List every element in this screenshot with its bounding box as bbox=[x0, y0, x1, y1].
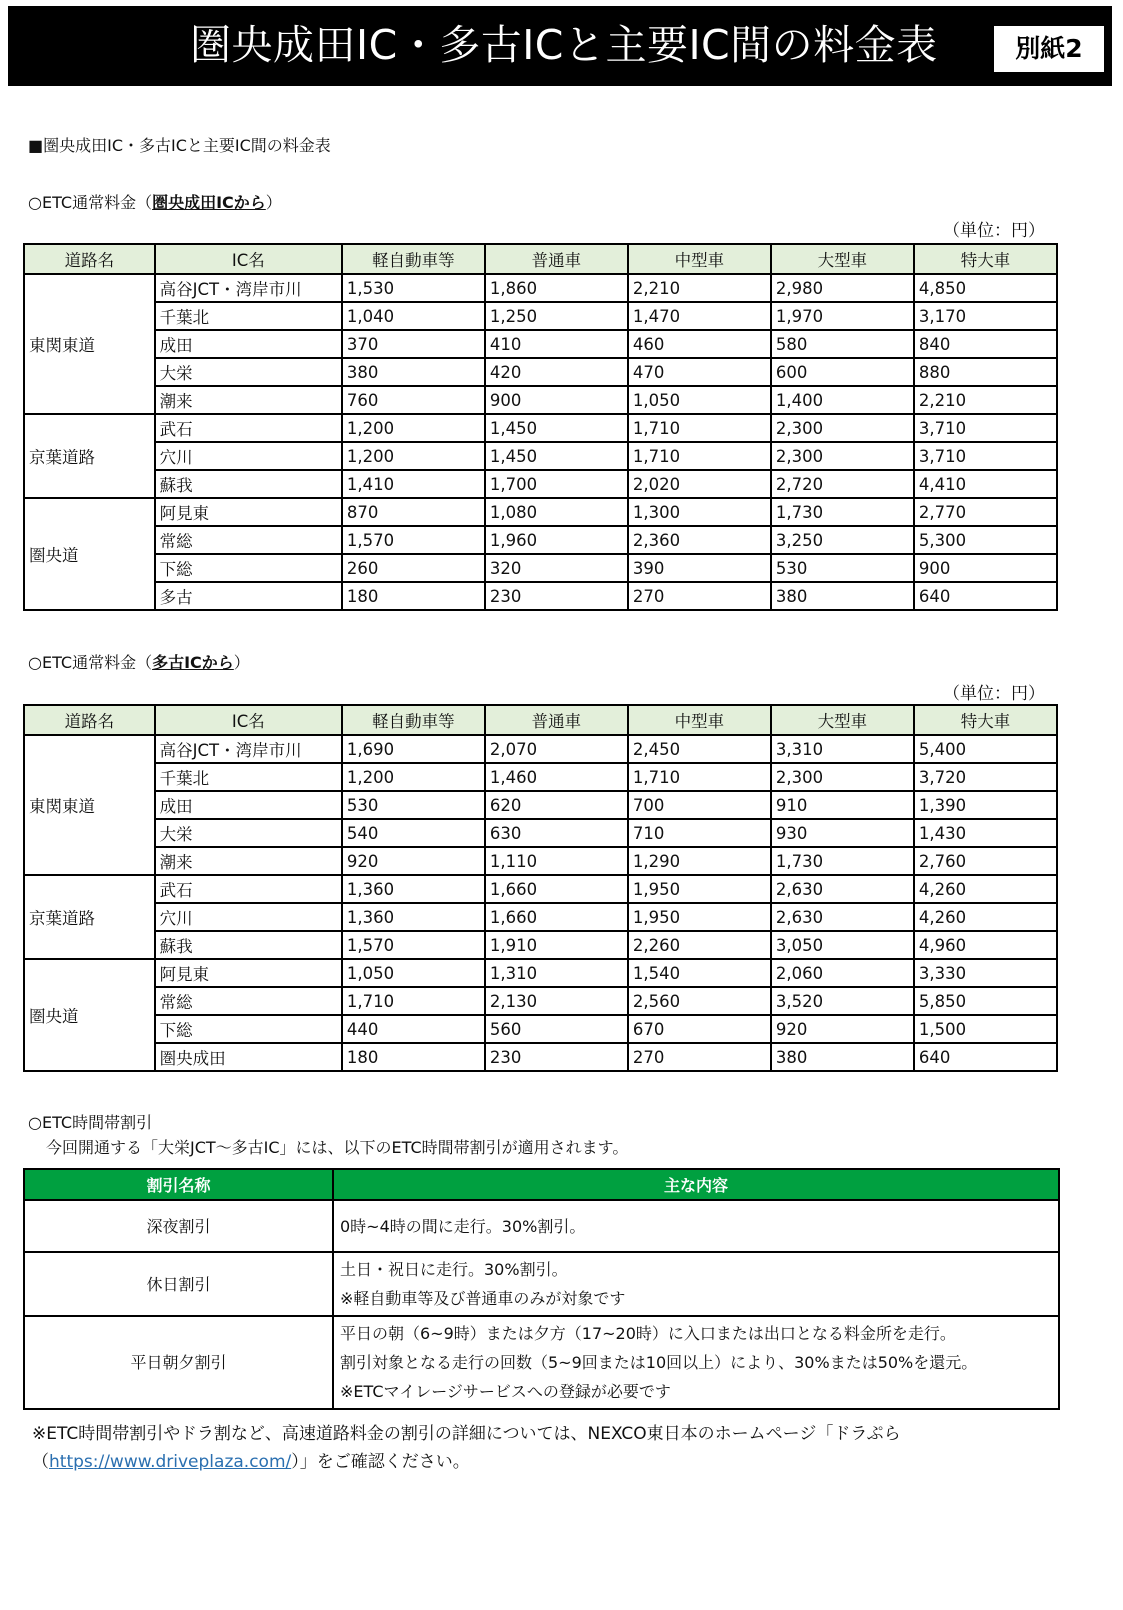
road-name-cell: 圏央道 bbox=[24, 498, 155, 610]
column-header: 道路名 bbox=[24, 244, 155, 274]
discount-column-header: 割引名称 bbox=[24, 1169, 333, 1200]
table1-heading-suffix: ） bbox=[265, 193, 282, 212]
fare-cell: 1,450 bbox=[485, 414, 628, 442]
fare-cell: 1,710 bbox=[628, 442, 771, 470]
fare-cell: 3,170 bbox=[914, 302, 1057, 330]
fare-cell: 1,700 bbox=[485, 470, 628, 498]
fare-cell: 1,970 bbox=[771, 302, 914, 330]
column-header: 普通車 bbox=[485, 244, 628, 274]
fare-cell: 640 bbox=[914, 1043, 1057, 1071]
header-row bbox=[24, 705, 1057, 735]
footnote-line2 bbox=[32, 1448, 901, 1476]
discount-row bbox=[24, 1316, 1059, 1409]
fare-cell: 1,860 bbox=[485, 274, 628, 302]
fare-cell: 2,980 bbox=[771, 274, 914, 302]
fare-cell: 180 bbox=[342, 582, 485, 610]
ic-name-cell: 阿見東 bbox=[155, 498, 342, 526]
fare-cell: 710 bbox=[628, 819, 771, 847]
fare-cell: 2,300 bbox=[771, 442, 914, 470]
fare-cell: 1,200 bbox=[342, 763, 485, 791]
fare-cell: 1,540 bbox=[628, 959, 771, 987]
table-row bbox=[24, 554, 1057, 582]
fare-cell: 1,570 bbox=[342, 526, 485, 554]
fare-cell: 3,310 bbox=[771, 735, 914, 763]
fare-cell: 440 bbox=[342, 1015, 485, 1043]
header-row bbox=[24, 244, 1057, 274]
ic-name-cell: 穴川 bbox=[155, 442, 342, 470]
discount-content-line: 0時~4時の間に走行。30%割引。 bbox=[340, 1216, 586, 1236]
column-header: 軽自動車等 bbox=[342, 705, 485, 735]
fare-cell: 180 bbox=[342, 1043, 485, 1071]
table-row bbox=[24, 386, 1057, 414]
road-name-cell: 京葉道路 bbox=[24, 414, 155, 498]
fare-table-from-kenou-narita bbox=[23, 243, 1058, 611]
footnote-suffix: ）」をご確認ください。 bbox=[291, 1452, 470, 1472]
page-title: 圏央成田IC・多古ICと主要IC間の料金表 bbox=[190, 21, 938, 69]
ic-name-cell: 潮来 bbox=[155, 847, 342, 875]
discount-row bbox=[24, 1200, 1059, 1252]
fare-cell: 920 bbox=[342, 847, 485, 875]
fare-cell: 5,400 bbox=[914, 735, 1057, 763]
fare-cell: 2,720 bbox=[771, 470, 914, 498]
fare-cell: 4,410 bbox=[914, 470, 1057, 498]
fare-cell: 2,210 bbox=[914, 386, 1057, 414]
ic-name-cell: 大栄 bbox=[155, 819, 342, 847]
fare-cell: 1,690 bbox=[342, 735, 485, 763]
ic-name-cell: 下総 bbox=[155, 1015, 342, 1043]
fare-cell: 880 bbox=[914, 358, 1057, 386]
discount-header-row bbox=[24, 1169, 1059, 1200]
fare-cell: 560 bbox=[485, 1015, 628, 1043]
fare-cell: 1,660 bbox=[485, 875, 628, 903]
discount-intro: 今回開通する「大栄JCT～多古IC」には、以下のETC時間帯割引が適用されます。 bbox=[46, 1138, 629, 1157]
fare-cell: 1,050 bbox=[628, 386, 771, 414]
fare-cell: 3,710 bbox=[914, 414, 1057, 442]
fare-cell: 4,260 bbox=[914, 875, 1057, 903]
fare-cell: 5,850 bbox=[914, 987, 1057, 1015]
fare-cell: 3,330 bbox=[914, 959, 1057, 987]
fare-cell: 760 bbox=[342, 386, 485, 414]
discount-name-cell: 深夜割引 bbox=[24, 1200, 333, 1252]
table-row bbox=[24, 763, 1057, 791]
table2-heading bbox=[28, 650, 250, 673]
discount-table bbox=[23, 1168, 1060, 1410]
fare-cell: 900 bbox=[914, 554, 1057, 582]
fare-cell: 1,050 bbox=[342, 959, 485, 987]
fare-cell: 1,730 bbox=[771, 498, 914, 526]
fare-cell: 700 bbox=[628, 791, 771, 819]
column-header: 特大車 bbox=[914, 705, 1057, 735]
fare-cell: 1,310 bbox=[485, 959, 628, 987]
fare-cell: 1,950 bbox=[628, 875, 771, 903]
column-header: 大型車 bbox=[771, 244, 914, 274]
ic-name-cell: 千葉北 bbox=[155, 302, 342, 330]
fare-cell: 380 bbox=[771, 1043, 914, 1071]
table-row bbox=[24, 358, 1057, 386]
fare-cell: 1,460 bbox=[485, 763, 628, 791]
ic-name-cell: 潮来 bbox=[155, 386, 342, 414]
fare-cell: 2,630 bbox=[771, 903, 914, 931]
column-header: 特大車 bbox=[914, 244, 1057, 274]
table-row bbox=[24, 931, 1057, 959]
fare-cell: 1,530 bbox=[342, 274, 485, 302]
fare-cell: 2,020 bbox=[628, 470, 771, 498]
fare-cell: 910 bbox=[771, 791, 914, 819]
fare-cell: 1,410 bbox=[342, 470, 485, 498]
discount-content-line: 平日の朝（6~9時）または夕方（17~20時）に入口または出口となる料金所を走行。 bbox=[340, 1324, 956, 1343]
fare-cell: 640 bbox=[914, 582, 1057, 610]
table1-unit: （単位：円） bbox=[943, 221, 1045, 241]
discount-content-line: 土日・祝日に走行。30%割引。 bbox=[340, 1260, 568, 1279]
column-header: 普通車 bbox=[485, 705, 628, 735]
fare-cell: 1,660 bbox=[485, 903, 628, 931]
ic-name-cell: 穴川 bbox=[155, 903, 342, 931]
fare-cell: 530 bbox=[342, 791, 485, 819]
fare-cell: 3,250 bbox=[771, 526, 914, 554]
fare-cell: 1,400 bbox=[771, 386, 914, 414]
table-row bbox=[24, 330, 1057, 358]
table-row bbox=[24, 442, 1057, 470]
table2-unit: （単位：円） bbox=[943, 684, 1045, 704]
fare-cell: 270 bbox=[628, 1043, 771, 1071]
attachment-tag: 別紙2 bbox=[994, 26, 1104, 72]
fare-cell: 1,570 bbox=[342, 931, 485, 959]
column-header: 軽自動車等 bbox=[342, 244, 485, 274]
ic-name-cell: 下総 bbox=[155, 554, 342, 582]
ic-name-cell: 蘇我 bbox=[155, 470, 342, 498]
road-name-cell: 東関東道 bbox=[24, 735, 155, 875]
table2-heading-suffix: ） bbox=[233, 653, 250, 672]
column-header: 中型車 bbox=[628, 244, 771, 274]
table1-heading-prefix: ○ETC通常料金（ bbox=[28, 193, 153, 212]
discount-content-cell bbox=[333, 1252, 1059, 1316]
fare-cell: 1,950 bbox=[628, 903, 771, 931]
table2-heading-emph: 多古ICから bbox=[152, 653, 234, 672]
fare-cell: 630 bbox=[485, 819, 628, 847]
fare-cell: 3,710 bbox=[914, 442, 1057, 470]
column-header: 道路名 bbox=[24, 705, 155, 735]
fare-table-from-tako bbox=[23, 704, 1058, 1072]
table-row bbox=[24, 414, 1057, 442]
table-row bbox=[24, 302, 1057, 330]
fare-cell: 1,710 bbox=[628, 763, 771, 791]
fare-cell: 1,390 bbox=[914, 791, 1057, 819]
footnote-line1: ※ETC時間帯割引やドラ割など、高速道路料金の割引の詳細については、NEXCO東日本のホームページ「ドラぷら bbox=[32, 1424, 901, 1444]
table-row bbox=[24, 1043, 1057, 1071]
table-row bbox=[24, 875, 1057, 903]
fare-cell: 2,300 bbox=[771, 763, 914, 791]
footnote bbox=[32, 1420, 901, 1476]
table-row bbox=[24, 847, 1057, 875]
table-row bbox=[24, 274, 1057, 302]
fare-cell: 1,430 bbox=[914, 819, 1057, 847]
fare-cell: 870 bbox=[342, 498, 485, 526]
discount-content-cell bbox=[333, 1200, 1059, 1252]
fare-cell: 530 bbox=[771, 554, 914, 582]
fare-cell: 230 bbox=[485, 1043, 628, 1071]
ic-name-cell: 圏央成田 bbox=[155, 1043, 342, 1071]
fare-cell: 390 bbox=[628, 554, 771, 582]
fare-cell: 270 bbox=[628, 582, 771, 610]
fare-cell: 370 bbox=[342, 330, 485, 358]
fare-cell: 5,300 bbox=[914, 526, 1057, 554]
fare-cell: 4,960 bbox=[914, 931, 1057, 959]
discount-content-line: 割引対象となる走行の回数（5~9回または10回以上）により、30%または50%を還元。 bbox=[340, 1353, 978, 1372]
fare-cell: 460 bbox=[628, 330, 771, 358]
driveplaza-link[interactable]: https://www.driveplaza.com/ bbox=[49, 1452, 292, 1472]
section-title: ■圏央成田IC・多古ICと主要IC間の料金表 bbox=[28, 136, 331, 155]
table2-heading-prefix: ○ETC通常料金（ bbox=[28, 653, 153, 672]
fare-cell: 2,070 bbox=[485, 735, 628, 763]
fare-cell: 410 bbox=[485, 330, 628, 358]
discount-column-header: 主な内容 bbox=[333, 1169, 1059, 1200]
ic-name-cell: 蘇我 bbox=[155, 931, 342, 959]
fare-cell: 540 bbox=[342, 819, 485, 847]
fare-cell: 2,300 bbox=[771, 414, 914, 442]
title-banner bbox=[8, 6, 1112, 86]
fare-cell: 4,260 bbox=[914, 903, 1057, 931]
fare-cell: 470 bbox=[628, 358, 771, 386]
fare-cell: 1,200 bbox=[342, 414, 485, 442]
fare-cell: 2,130 bbox=[485, 987, 628, 1015]
table-row bbox=[24, 819, 1057, 847]
fare-cell: 1,200 bbox=[342, 442, 485, 470]
fare-cell: 3,520 bbox=[771, 987, 914, 1015]
discount-name-cell: 平日朝夕割引 bbox=[24, 1316, 333, 1409]
table-row bbox=[24, 498, 1057, 526]
fare-cell: 3,050 bbox=[771, 931, 914, 959]
fare-cell: 670 bbox=[628, 1015, 771, 1043]
fare-cell: 1,110 bbox=[485, 847, 628, 875]
table1-heading bbox=[28, 190, 282, 213]
column-header: IC名 bbox=[155, 705, 342, 735]
footnote-paren: （ bbox=[32, 1452, 49, 1472]
fare-cell: 1,250 bbox=[485, 302, 628, 330]
road-name-cell: 東関東道 bbox=[24, 274, 155, 414]
ic-name-cell: 阿見東 bbox=[155, 959, 342, 987]
fare-cell: 4,850 bbox=[914, 274, 1057, 302]
table-row bbox=[24, 1015, 1057, 1043]
road-name-cell: 圏央道 bbox=[24, 959, 155, 1071]
fare-cell: 620 bbox=[485, 791, 628, 819]
fare-cell: 1,710 bbox=[628, 414, 771, 442]
ic-name-cell: 武石 bbox=[155, 875, 342, 903]
fare-cell: 420 bbox=[485, 358, 628, 386]
fare-cell: 230 bbox=[485, 582, 628, 610]
column-header: 中型車 bbox=[628, 705, 771, 735]
fare-cell: 1,730 bbox=[771, 847, 914, 875]
table-row bbox=[24, 735, 1057, 763]
fare-cell: 600 bbox=[771, 358, 914, 386]
ic-name-cell: 多古 bbox=[155, 582, 342, 610]
fare-cell: 1,040 bbox=[342, 302, 485, 330]
fare-cell: 2,360 bbox=[628, 526, 771, 554]
fare-cell: 320 bbox=[485, 554, 628, 582]
ic-name-cell: 武石 bbox=[155, 414, 342, 442]
fare-cell: 580 bbox=[771, 330, 914, 358]
fare-cell: 3,720 bbox=[914, 763, 1057, 791]
table-row bbox=[24, 526, 1057, 554]
fare-cell: 1,450 bbox=[485, 442, 628, 470]
fare-cell: 1,080 bbox=[485, 498, 628, 526]
discount-content-line: ※ETCマイレージサービスへの登録が必要です bbox=[340, 1382, 671, 1401]
table-row bbox=[24, 987, 1057, 1015]
ic-name-cell: 大栄 bbox=[155, 358, 342, 386]
fare-cell: 920 bbox=[771, 1015, 914, 1043]
fare-cell: 1,470 bbox=[628, 302, 771, 330]
fare-cell: 1,710 bbox=[342, 987, 485, 1015]
ic-name-cell: 高谷JCT・湾岸市川 bbox=[155, 274, 342, 302]
ic-name-cell: 高谷JCT・湾岸市川 bbox=[155, 735, 342, 763]
ic-name-cell: 常総 bbox=[155, 526, 342, 554]
fare-cell: 1,960 bbox=[485, 526, 628, 554]
table-row bbox=[24, 791, 1057, 819]
road-name-cell: 京葉道路 bbox=[24, 875, 155, 959]
discount-name-cell: 休日割引 bbox=[24, 1252, 333, 1316]
fare-cell: 2,630 bbox=[771, 875, 914, 903]
table-row bbox=[24, 959, 1057, 987]
fare-cell: 1,910 bbox=[485, 931, 628, 959]
ic-name-cell: 千葉北 bbox=[155, 763, 342, 791]
fare-cell: 2,760 bbox=[914, 847, 1057, 875]
fare-cell: 930 bbox=[771, 819, 914, 847]
fare-cell: 2,560 bbox=[628, 987, 771, 1015]
fare-cell: 840 bbox=[914, 330, 1057, 358]
fare-cell: 1,360 bbox=[342, 875, 485, 903]
column-header: 大型車 bbox=[771, 705, 914, 735]
fare-cell: 900 bbox=[485, 386, 628, 414]
fare-cell: 380 bbox=[771, 582, 914, 610]
table-row bbox=[24, 470, 1057, 498]
fare-cell: 260 bbox=[342, 554, 485, 582]
fare-cell: 2,060 bbox=[771, 959, 914, 987]
ic-name-cell: 成田 bbox=[155, 791, 342, 819]
discount-content-line: ※軽自動車等及び普通車のみが対象です bbox=[340, 1289, 626, 1308]
fare-cell: 1,360 bbox=[342, 903, 485, 931]
fare-cell: 1,500 bbox=[914, 1015, 1057, 1043]
fare-cell: 380 bbox=[342, 358, 485, 386]
discount-content-cell bbox=[333, 1316, 1059, 1409]
discount-heading: ○ETC時間帯割引 bbox=[28, 1113, 153, 1132]
fare-cell: 2,450 bbox=[628, 735, 771, 763]
fare-cell: 2,260 bbox=[628, 931, 771, 959]
fare-cell: 1,300 bbox=[628, 498, 771, 526]
fare-cell: 2,210 bbox=[628, 274, 771, 302]
table-row bbox=[24, 582, 1057, 610]
discount-row bbox=[24, 1252, 1059, 1316]
table1-heading-emph: 圏央成田ICから bbox=[152, 193, 266, 212]
table-row bbox=[24, 903, 1057, 931]
column-header: IC名 bbox=[155, 244, 342, 274]
ic-name-cell: 成田 bbox=[155, 330, 342, 358]
fare-cell: 2,770 bbox=[914, 498, 1057, 526]
ic-name-cell: 常総 bbox=[155, 987, 342, 1015]
fare-cell: 1,290 bbox=[628, 847, 771, 875]
